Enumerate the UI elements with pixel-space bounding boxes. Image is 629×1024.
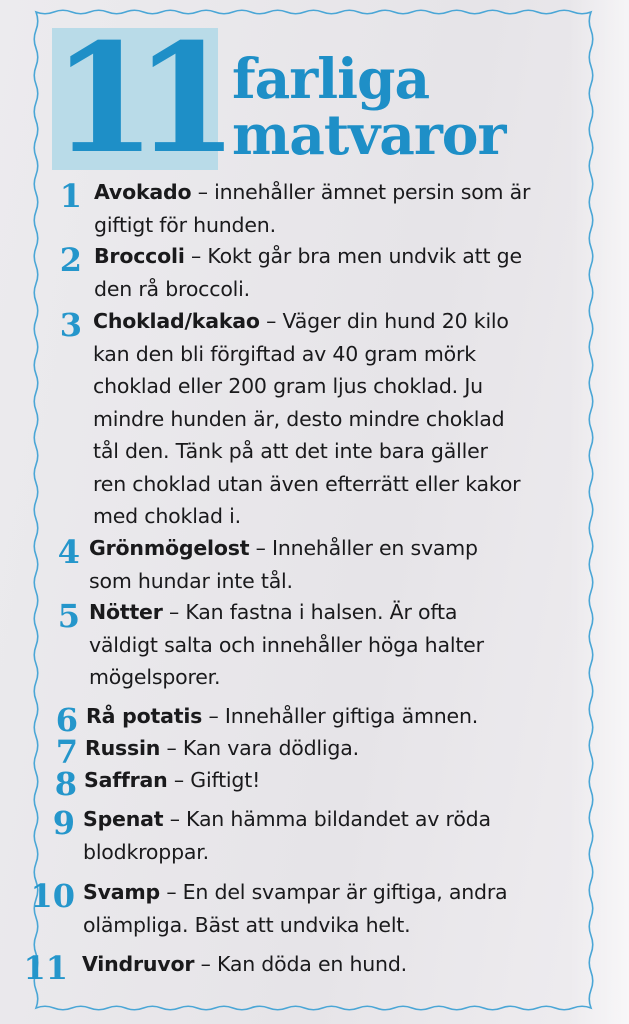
item-text-line: [94, 211, 276, 239]
item-description: tål den. Tänk på att det inte bara gäller: [93, 439, 488, 463]
item-description: – Kokt går bra men undvik att ge: [184, 244, 522, 268]
item-name: Broccoli: [94, 244, 185, 268]
item-number: 2: [59, 241, 82, 279]
item-text-line: [93, 470, 520, 498]
item-name: Vindruvor: [82, 952, 195, 976]
item-description: – Väger din hund 20 kilo: [259, 309, 509, 333]
item-description: den rå broccoli.: [94, 276, 250, 301]
item-name: Spenat: [83, 807, 164, 831]
item-first-line: [89, 534, 478, 562]
item-name: Saffran: [84, 768, 168, 792]
item-text-line: [93, 340, 476, 368]
item-first-line: [93, 307, 509, 335]
item-description: – Kan fastna i halsen. Är ofta: [162, 600, 458, 624]
item-first-line: [94, 242, 522, 270]
item-name: Avokado: [94, 180, 192, 204]
item-number: 8: [54, 765, 77, 803]
item-text-line: [89, 663, 220, 691]
item-first-line: [94, 178, 530, 206]
item-name: Grönmögelost: [89, 536, 250, 560]
item-text-line: [89, 631, 484, 659]
item-number: 6: [55, 701, 78, 739]
item-text-line: [94, 275, 250, 303]
item-number: 9: [52, 804, 75, 842]
item-number: 4: [57, 533, 80, 571]
headline-line-1: farliga: [232, 46, 430, 111]
item-name: Russin: [85, 736, 161, 760]
item-first-line: [82, 950, 407, 978]
item-text-line: [93, 372, 483, 400]
item-number: 3: [59, 306, 82, 344]
item-text-line: [93, 502, 241, 530]
item-text-line: [93, 405, 504, 433]
item-text-line: [83, 838, 209, 866]
item-name: Rå potatis: [86, 704, 203, 728]
item-first-line: [85, 734, 359, 762]
item-first-line: [83, 878, 507, 906]
item-name: Nötter: [89, 600, 163, 624]
item-name: Choklad/kakao: [93, 309, 260, 333]
item-description: mögelsporer.: [89, 665, 221, 689]
item-description: choklad eller 200 gram ljus choklad. Ju: [93, 374, 483, 398]
item-number: 10: [30, 877, 75, 915]
headline: [52, 11, 572, 187]
item-number: 1: [59, 177, 82, 215]
item-first-line: [84, 766, 260, 794]
item-first-line: [86, 702, 478, 730]
item-description: giftigt för hunden.: [94, 212, 276, 237]
headline-line-2: matvaror: [232, 102, 506, 167]
item-description: väldigt salta och innehåller höga halter: [89, 632, 484, 657]
item-number: 5: [57, 597, 80, 635]
item-description: med choklad i.: [93, 504, 241, 528]
item-number: 11: [23, 949, 68, 987]
item-description: mindre hunden är, desto mindre choklad: [93, 406, 505, 431]
item-description: olämpliga. Bäst att undvika helt.: [83, 912, 411, 937]
item-description: blodkroppar.: [83, 839, 209, 864]
item-number: 7: [55, 733, 78, 771]
item-description: – En del svampar är giftiga, andra: [160, 880, 508, 904]
item-description: – Kan döda en hund.: [194, 952, 407, 976]
item-description: – Giftigt!: [167, 768, 261, 792]
item-description: – Innehåller giftiga ämnen.: [202, 704, 479, 728]
item-name: Svamp: [83, 880, 160, 904]
item-first-line: [83, 805, 491, 833]
item-text-line: [89, 567, 293, 595]
item-description: – Innehåller en svamp: [249, 536, 478, 560]
item-description: – Kan hämma bildandet av röda: [163, 807, 491, 831]
item-first-line: [89, 598, 457, 626]
item-description: ren choklad utan även efterrätt eller kakor: [93, 471, 521, 496]
item-description: kan den bli förgiftad av 40 gram mörk: [93, 341, 476, 366]
item-description: – innehåller ämnet persin som är: [191, 180, 531, 204]
item-text-line: [93, 437, 488, 465]
item-description: som hundar inte tål.: [89, 568, 293, 593]
item-text-line: [83, 911, 410, 939]
headline-number: 11: [52, 11, 217, 187]
item-description: – Kan vara dödliga.: [160, 736, 359, 760]
